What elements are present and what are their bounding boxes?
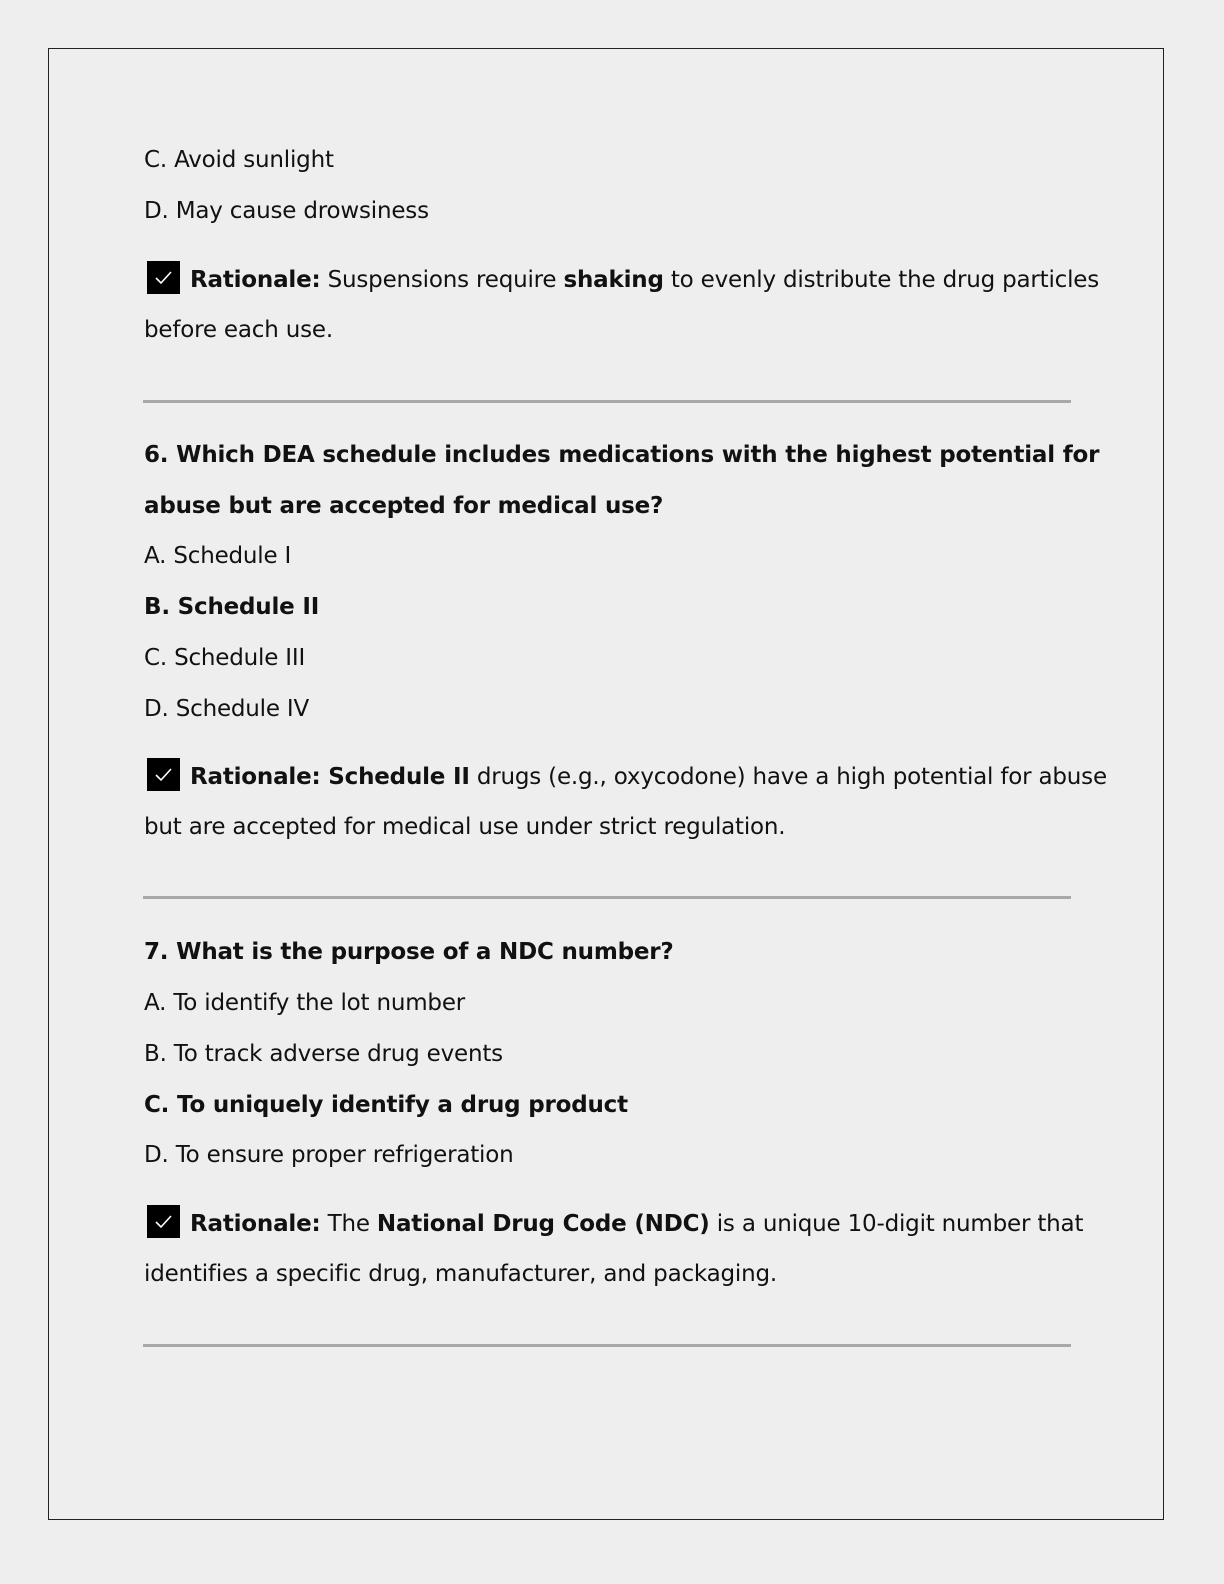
q7-option-a: A. To identify the lot number (144, 990, 466, 1016)
q7-question: 7. What is the purpose of a NDC number? (144, 939, 674, 965)
section-divider (143, 400, 1071, 403)
q7-option-d: D. To ensure proper refrigeration (144, 1142, 514, 1168)
q6-option-a: A. Schedule I (144, 543, 292, 569)
q6-question-line2: abuse but are accepted for medical use? (144, 493, 664, 519)
q5-rationale-line2: before each use. (144, 317, 333, 343)
rationale-emphasis: Schedule II (320, 764, 470, 790)
rationale-label: Rationale: (190, 1211, 321, 1237)
q5-option-d: D. May cause drowsiness (144, 198, 429, 224)
q6-option-b-correct: B. Schedule II (144, 594, 320, 620)
q7-option-b: B. To track adverse drug events (144, 1041, 503, 1067)
q5-rationale-line1 (144, 261, 1099, 296)
rationale-emphasis: National Drug Code (NDC) (376, 1211, 710, 1237)
rationale-text: The (320, 1211, 377, 1237)
q5-option-c: C. Avoid sunlight (144, 147, 334, 173)
q6-rationale-line2: but are accepted for medical use under strict regulation. (144, 814, 786, 840)
q7-option-c-correct: C. To uniquely identify a drug product (144, 1092, 628, 1118)
q7-rationale-line2: identifies a specific drug, manufacturer, and packaging. (144, 1261, 778, 1287)
check-icon (147, 758, 180, 791)
section-divider (143, 1344, 1071, 1347)
rationale-text: drugs (e.g., oxycodone) have a high potential for abuse (469, 764, 1107, 790)
section-divider (143, 896, 1071, 899)
rationale-label: Rationale: (190, 764, 321, 790)
rationale-text: is a unique 10-digit number that (709, 1211, 1084, 1237)
rationale-text: Suspensions require (320, 267, 564, 293)
q6-option-d: D. Schedule IV (144, 696, 310, 722)
check-icon (147, 261, 180, 294)
rationale-text: to evenly distribute the drug particles (663, 267, 1100, 293)
q6-question-line1: 6. Which DEA schedule includes medications with the highest potential for (144, 442, 1100, 468)
check-icon (147, 1205, 180, 1238)
q6-rationale-line1 (144, 758, 1107, 793)
rationale-label: Rationale: (190, 267, 321, 293)
q7-rationale-line1 (144, 1205, 1083, 1240)
rationale-emphasis: shaking (563, 267, 664, 293)
q6-option-c: C. Schedule III (144, 645, 306, 671)
